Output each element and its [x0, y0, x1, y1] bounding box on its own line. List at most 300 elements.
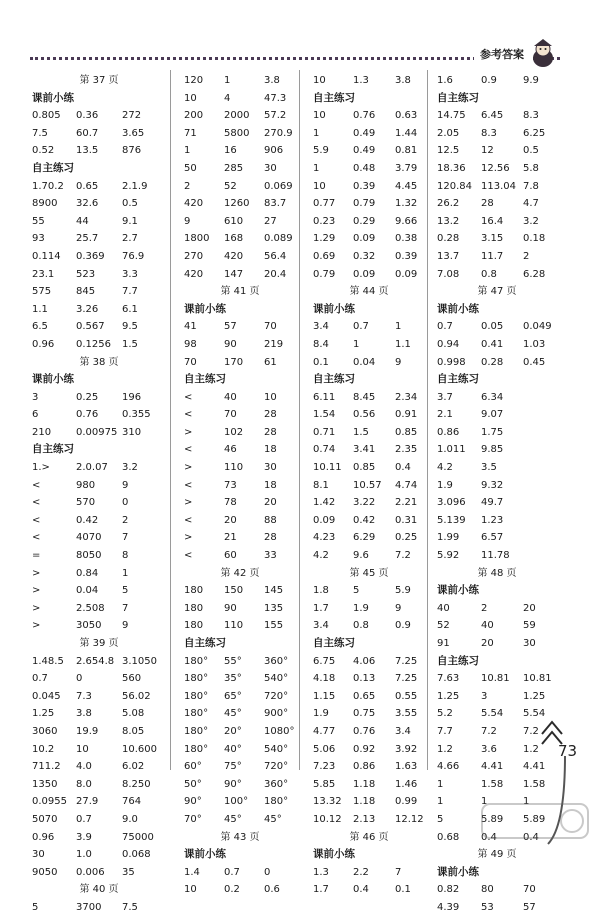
answer-value: >: [184, 532, 193, 544]
answer-row: [313, 529, 425, 547]
answer-row: [184, 811, 296, 829]
answer-value: 0.23: [313, 215, 336, 227]
answer-value: 570: [76, 497, 96, 509]
answer-value: 3.4: [313, 620, 329, 632]
answer-row: [184, 160, 296, 178]
answer-value: 110: [224, 462, 244, 474]
answer-row: [313, 723, 425, 741]
answer-value: 10: [313, 75, 326, 86]
answer-value: <: [184, 479, 193, 491]
answer-value: 180: [184, 585, 204, 597]
answer-value: 1.03: [523, 338, 546, 350]
answer-row: [184, 758, 296, 776]
answer-value: 6.45: [481, 110, 504, 122]
answer-value: 9: [395, 356, 402, 368]
answer-column-2: [184, 72, 296, 896]
section-heading-label: 课前小练: [184, 302, 226, 315]
answer-value: 28: [264, 426, 277, 438]
answer-value: 0.0955: [32, 796, 67, 808]
answer-value: 0.805: [32, 110, 61, 122]
answer-row: [32, 301, 166, 319]
answer-value: 80: [481, 884, 494, 896]
answer-value: 14.75: [437, 110, 466, 122]
answer-value: 0.45: [523, 356, 546, 368]
answer-value: 0.069: [264, 180, 293, 192]
answer-row: [184, 600, 296, 618]
answer-value: 41: [184, 321, 197, 333]
answer-value: 28: [264, 409, 277, 421]
answer-value: 1: [437, 796, 444, 808]
answer-row: [184, 107, 296, 125]
answer-value: 0.86: [437, 426, 460, 438]
answer-row: [184, 582, 296, 600]
answer-value: 120.84: [437, 180, 472, 192]
page-marker-label: 第 42 页: [220, 567, 260, 579]
answer-value: 1: [395, 321, 402, 333]
answer-value: 0.74: [313, 444, 336, 456]
answer-value: 3.1050: [122, 655, 157, 667]
answer-row: [184, 670, 296, 688]
answer-value: 0.00975: [76, 426, 118, 438]
answer-row: [313, 72, 425, 90]
answer-value: 20: [224, 514, 237, 526]
answer-row: [313, 336, 425, 354]
page-marker: [184, 829, 296, 847]
answer-row: [313, 617, 425, 635]
answer-value: 0.92: [353, 743, 376, 755]
answer-row: [313, 670, 425, 688]
section-heading-label: 课前小练: [437, 584, 479, 597]
answer-row: [32, 688, 166, 706]
answer-value: 4.45: [395, 180, 418, 192]
answer-value: 1800: [184, 233, 210, 245]
answer-value: 540°: [264, 743, 289, 755]
section-heading-label: 课前小练: [313, 848, 355, 861]
answer-value: 900°: [264, 708, 289, 720]
answer-value: 168: [224, 233, 244, 245]
answer-value: 0.79: [313, 268, 336, 280]
answer-value: 147: [224, 268, 244, 280]
answer-value: 98: [184, 338, 197, 350]
page-marker-label: 第 43 页: [220, 831, 260, 843]
answer-value: 0.94: [437, 338, 460, 350]
answer-value: 18.36: [437, 162, 466, 174]
answer-value: 1.5: [122, 338, 138, 350]
answer-value: 845: [76, 286, 96, 298]
answer-value: 5.2: [437, 708, 453, 720]
answer-value: 4.74: [395, 479, 418, 491]
answer-value: <: [184, 391, 193, 403]
answer-value: 575: [32, 286, 52, 298]
answer-value: 210: [32, 426, 52, 438]
answer-value: 12.5: [437, 145, 460, 157]
section-heading: [313, 371, 425, 389]
page-marker-label: 第 46 页: [349, 831, 389, 843]
answer-value: 1.9: [353, 602, 369, 614]
answer-value: 70: [523, 884, 536, 896]
answer-value: 0.1: [313, 356, 329, 368]
answer-value: 272: [122, 110, 142, 122]
answer-value: 0.76: [76, 409, 99, 421]
answer-value: 0.05: [481, 321, 504, 333]
answer-value: 90: [224, 338, 237, 350]
answer-value: 180°: [264, 796, 289, 808]
answer-value: 0.31: [395, 514, 418, 526]
answer-row: [32, 230, 166, 248]
answer-value: 1080°: [264, 725, 295, 737]
answer-row: [313, 441, 425, 459]
answer-value: 0.55: [395, 690, 418, 702]
answer-value: 2: [122, 514, 129, 526]
answer-value: 720°: [264, 761, 289, 773]
section-heading: [313, 301, 425, 319]
answer-value: 0.369: [76, 250, 105, 262]
section-heading: [437, 653, 557, 671]
answer-value: 57: [224, 321, 237, 333]
answer-value: 145: [264, 585, 284, 597]
answer-value: 4.0: [76, 761, 92, 773]
section-heading: [184, 371, 296, 389]
section-heading: [184, 635, 296, 653]
answer-value: 11.78: [481, 550, 510, 562]
answer-value: 360°: [264, 778, 289, 790]
answer-value: 0.09: [395, 268, 418, 280]
answer-value: 7.2: [481, 725, 497, 737]
answer-value: 12.12: [395, 813, 424, 825]
answer-value: 0.4: [481, 831, 497, 843]
watermark-logo: [480, 800, 590, 858]
answer-value: 93: [32, 233, 45, 245]
answer-row: [32, 142, 166, 160]
answer-value: 56.4: [264, 250, 287, 262]
answer-value: 0.68: [437, 831, 460, 843]
page-marker: [313, 829, 425, 847]
answer-row: [437, 318, 557, 336]
answer-value: 9: [184, 215, 191, 227]
answer-value: 285: [224, 162, 244, 174]
page-marker-label: 第 37 页: [79, 75, 119, 86]
answer-value: 0.2: [224, 884, 240, 896]
answer-row: [437, 512, 557, 530]
answer-value: 1.42: [313, 497, 336, 509]
page-marker: [184, 283, 296, 301]
answer-value: 46: [224, 444, 237, 456]
answer-value: 1: [437, 778, 444, 790]
answer-value: 0.998: [437, 356, 466, 368]
answer-row: [437, 230, 557, 248]
answer-value: 0.28: [481, 356, 504, 368]
answer-value: 1.63: [395, 761, 418, 773]
answer-value: 420: [224, 250, 244, 262]
answer-value: 180°: [184, 655, 209, 667]
answer-value: 3.4: [313, 321, 329, 333]
answer-value: 1.25: [523, 690, 546, 702]
answer-value: 3050: [76, 620, 102, 632]
answer-value: 5.85: [313, 778, 336, 790]
answer-value: 0.86: [353, 761, 376, 773]
answer-value: <: [184, 409, 193, 421]
page-marker-label: 第 39 页: [79, 638, 119, 649]
answer-value: 980: [76, 479, 96, 491]
section-heading: [313, 90, 425, 108]
answer-value: 3.55: [395, 708, 418, 720]
answer-column-4: [437, 72, 557, 913]
answer-value: 0.49: [353, 127, 376, 139]
answer-value: 8.45: [353, 391, 376, 403]
answer-row: [184, 688, 296, 706]
answer-value: 2: [523, 250, 530, 262]
answer-value: 3.8: [76, 708, 92, 720]
answer-row: [184, 477, 296, 495]
answer-value: 9.85: [481, 444, 504, 456]
answer-value: 9.07: [481, 409, 504, 421]
answer-value: 310: [122, 426, 142, 438]
page-number: 73: [558, 742, 578, 760]
answer-value: 720°: [264, 690, 289, 702]
answer-row: [313, 107, 425, 125]
page-marker: [313, 283, 425, 301]
answer-value: 0.18: [523, 233, 546, 245]
answer-value: 1.2: [523, 743, 539, 755]
answer-value: 0.39: [395, 250, 418, 262]
page-marker-label: 第 38 页: [79, 356, 119, 368]
answer-value: 219: [264, 338, 284, 350]
answer-row: [32, 741, 166, 759]
answer-value: 3700: [76, 901, 102, 913]
answer-value: 764: [122, 796, 142, 808]
answer-value: 7.2: [395, 550, 411, 562]
answer-value: 0.79: [353, 198, 376, 210]
section-heading-label: 自主练习: [313, 373, 355, 386]
answer-value: 170: [224, 356, 244, 368]
answer-value: 2: [184, 180, 191, 192]
answer-value: 5.9: [395, 585, 411, 597]
answer-value: 10.81: [481, 673, 510, 685]
answer-value: 1.75: [481, 426, 504, 438]
answer-row: [313, 864, 425, 882]
answer-value: 3.8: [264, 75, 280, 86]
answer-value: 560: [122, 673, 142, 685]
answer-value: 0.56: [353, 409, 376, 421]
answer-value: 0.8: [353, 620, 369, 632]
answer-value: >: [32, 585, 41, 597]
answer-value: 3.92: [395, 743, 418, 755]
answer-value: 13.32: [313, 796, 342, 808]
answer-value: 78: [224, 497, 237, 509]
answer-value: 10.81: [523, 673, 552, 685]
answer-row: [437, 688, 557, 706]
answer-value: 9: [122, 620, 129, 632]
answer-value: 75°: [224, 761, 242, 773]
answer-row: [32, 494, 166, 512]
answer-value: 0.04: [76, 585, 99, 597]
answer-value: 180°: [184, 673, 209, 685]
answer-row: [437, 547, 557, 565]
answer-value: 1.8: [313, 585, 329, 597]
page-marker-label: 第 47 页: [477, 286, 517, 298]
section-heading-label: 自主练习: [184, 373, 226, 386]
answer-value: 180°: [184, 725, 209, 737]
answer-row: [437, 354, 557, 372]
answer-value: 9050: [32, 866, 58, 878]
answer-value: 20.4: [264, 268, 287, 280]
answer-value: 4.41: [523, 761, 546, 773]
answer-value: 0.36: [76, 110, 99, 122]
answer-value: 5: [353, 585, 360, 597]
answer-value: 12: [481, 145, 494, 157]
answer-row: [437, 670, 557, 688]
answer-value: 4070: [76, 532, 102, 544]
answer-row: [437, 477, 557, 495]
answer-value: 1.44: [395, 127, 418, 139]
answer-value: 0.7: [437, 321, 453, 333]
answer-value: 3.22: [353, 497, 376, 509]
answer-value: 76.9: [122, 250, 145, 262]
answer-value: <: [32, 514, 41, 526]
answer-value: 906: [264, 145, 284, 157]
answer-row: [313, 758, 425, 776]
answer-value: 3.65: [122, 127, 145, 139]
section-heading-label: 自主练习: [313, 637, 355, 649]
answer-value: 1.46: [395, 778, 418, 790]
answer-value: >: [184, 497, 193, 509]
column-divider: [427, 70, 428, 770]
answer-value: 55: [32, 215, 45, 227]
answer-value: 1.23: [481, 514, 504, 526]
answer-row: [184, 547, 296, 565]
answer-value: 4.39: [437, 901, 460, 913]
answer-value: 1.18: [353, 778, 376, 790]
answer-value: 0.7: [224, 866, 240, 878]
answer-value: 102: [224, 426, 244, 438]
answer-row: [32, 283, 166, 301]
answer-value: 0.9: [481, 75, 497, 86]
answer-value: 8.1: [313, 479, 329, 491]
answer-row: [184, 72, 296, 90]
answer-row: [313, 125, 425, 143]
answer-row: [32, 389, 166, 407]
answer-row: [184, 459, 296, 477]
answer-value: 1.>: [32, 462, 50, 474]
answer-value: 2.13: [353, 813, 376, 825]
answer-row: [32, 424, 166, 442]
answer-value: 9.5: [122, 321, 138, 333]
answer-value: 8.0: [76, 778, 92, 790]
section-heading: [184, 846, 296, 864]
answer-value: 40: [481, 620, 494, 632]
answer-value: 3.096: [437, 497, 466, 509]
answer-value: 1.18: [353, 796, 376, 808]
answer-value: 10.11: [313, 462, 342, 474]
answer-value: 150: [224, 585, 244, 597]
answer-row: [313, 653, 425, 671]
answer-value: 18: [264, 444, 277, 456]
page-marker: [32, 635, 166, 653]
section-heading-label: 自主练习: [437, 654, 479, 667]
answer-value: 56.02: [122, 690, 151, 702]
page-marker-label: 第 45 页: [349, 567, 389, 579]
answer-value: 2.05: [437, 127, 460, 139]
page-marker-label: 第 41 页: [220, 286, 260, 298]
answer-value: 6.25: [523, 127, 546, 139]
answer-value: 523: [76, 268, 96, 280]
answer-value: 3.2: [122, 462, 138, 474]
answer-value: 35: [122, 866, 135, 878]
page-marker: [32, 881, 166, 899]
answer-value: 8900: [32, 198, 58, 210]
answer-value: >: [184, 426, 193, 438]
answer-value: 8.05: [122, 725, 145, 737]
answer-value: 1: [313, 127, 320, 139]
answer-row: [437, 881, 557, 899]
answer-row: [437, 142, 557, 160]
answer-value: <: [184, 444, 193, 456]
answer-value: 0: [76, 673, 83, 685]
answer-row: [313, 266, 425, 284]
answer-row: [313, 494, 425, 512]
answer-value: 5: [32, 901, 39, 913]
answer-value: 10.2: [32, 743, 55, 755]
answer-value: 3.2: [523, 215, 539, 227]
answer-value: 13.7: [437, 250, 460, 262]
answer-value: 2.1: [437, 409, 453, 421]
answer-value: 5.54: [523, 708, 546, 720]
answer-value: 100°: [224, 796, 249, 808]
answer-value: 6.34: [481, 391, 504, 403]
answer-value: 0.6: [264, 884, 280, 896]
section-heading-label: 课前小练: [32, 91, 74, 104]
answer-value: 0.1: [395, 884, 411, 896]
answer-value: 12.56: [481, 162, 510, 174]
answer-value: 180: [184, 602, 204, 614]
answer-value: 45°: [224, 813, 242, 825]
answer-row: [437, 424, 557, 442]
answer-value: 40: [224, 391, 237, 403]
answer-value: 7.2: [523, 725, 539, 737]
answer-row: [32, 318, 166, 336]
answer-value: 60°: [184, 761, 202, 773]
section-heading-label: 自主练习: [437, 91, 479, 104]
section-heading-label: 自主练习: [313, 91, 355, 104]
answer-value: 0.1256: [76, 338, 111, 350]
page-marker: [313, 565, 425, 583]
answer-value: 1.70.2: [32, 180, 64, 192]
answer-value: 8.4: [313, 338, 329, 350]
answer-value: 90°: [224, 778, 242, 790]
answer-row: [313, 811, 425, 829]
answer-value: 2.654.8: [76, 655, 115, 667]
answer-row: [313, 459, 425, 477]
section-heading: [32, 371, 166, 389]
section-heading: [32, 441, 166, 459]
answer-value: 2.21: [395, 497, 418, 509]
answer-value: 8.3: [481, 127, 497, 139]
answer-value: 7.5: [32, 127, 48, 139]
answer-value: 28: [481, 198, 494, 210]
section-heading-label: 自主练习: [32, 161, 74, 174]
answer-value: 7.25: [395, 655, 418, 667]
answer-value: 0.77: [313, 198, 336, 210]
answer-value: 7: [122, 532, 129, 544]
answer-row: [313, 776, 425, 794]
answer-row: [32, 336, 166, 354]
answer-row: [32, 547, 166, 565]
answer-row: [437, 441, 557, 459]
answer-row: [32, 899, 166, 917]
answer-row: [184, 864, 296, 882]
answer-value: 6.02: [122, 761, 145, 773]
answer-value: 0.114: [32, 250, 61, 262]
